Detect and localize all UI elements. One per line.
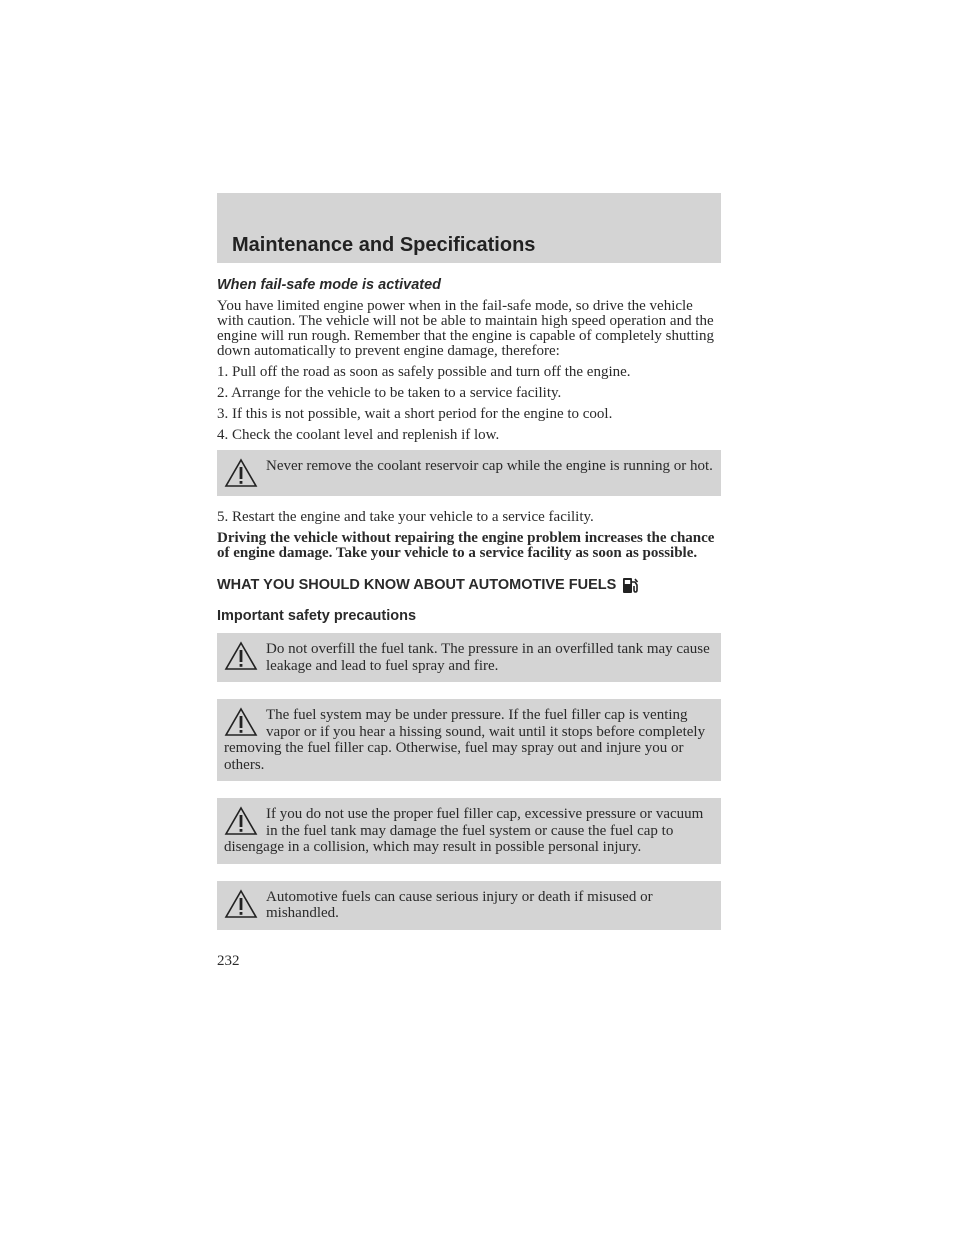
warning-box-filler-cap [217,798,721,864]
step-5: 5. Restart the engine and take your vehicle to a service facility. [217,509,594,525]
warning-triangle-icon [224,458,258,488]
step-4: 4. Check the coolant level and replenish if low. [217,427,500,443]
step-2: 2. Arrange for the vehicle to be taken to a service facility. [217,385,562,401]
safety-precautions-heading: Important safety precautions [217,608,417,624]
page-number: 232 [217,952,240,969]
failsafe-intro: You have limited engine power when in the fail-safe mode, so drive the vehicle with caution. The vehicle will not be able to maintain high speed operation and the engine will run rough. Remember that the engine is capable of completely shutting down automatically to prevent engine damage, therefore: [217,298,714,359]
warning-box-coolant [217,450,721,496]
page-title: Maintenance and Specifications [232,234,536,256]
fuels-section-heading [217,575,721,595]
fuel-pump-icon [621,575,641,595]
warning-text-coolant: Never remove the coolant reservoir cap while the engine is running or hot. [266,458,713,474]
warning-triangle-icon [224,707,258,737]
warning-box-overfill [217,633,721,682]
warning-text-misuse: Automotive fuels can cause serious injury or death if misused or mishandled. [266,888,653,921]
engine-damage-note: Driving the vehicle without repairing the engine problem increases the chance of engine damage. Take your vehicle to a service facility as soon as possible. [217,530,715,561]
warning-triangle-icon [224,641,258,671]
step-3: 3. If this is not possible, wait a short period for the engine to cool. [217,406,613,422]
warning-triangle-icon [224,889,258,919]
warning-box-pressure [217,699,721,781]
failsafe-heading: When fail-safe mode is activated [217,277,442,293]
warning-text-overfill: Do not overfill the fuel tank. The pressure in an overfilled tank may cause leakage and lead to fuel spray and fire. [266,641,710,674]
manual-page [217,193,721,970]
header-band [217,193,721,263]
fuels-heading-text: WHAT YOU SHOULD KNOW ABOUT AUTOMOTIVE FUELS [217,577,617,593]
step-1: 1. Pull off the road as soon as safely possible and turn off the engine. [217,364,631,380]
warning-box-misuse [217,881,721,930]
warning-triangle-icon [224,806,258,836]
warning-text-filler-cap: If you do not use the proper fuel filler cap, excessive pressure or vacuum in the fuel tank may damage the fuel system or cause the fuel cap to disengage in a collision, which may result in possible personal injury. [224,806,704,855]
warning-text-pressure: The fuel system may be under pressure. If the fuel filler cap is venting vapor or if you hear a hissing sound, wait until it stops before completely removing the fuel filler cap. Otherwise, fuel may spray out and injure you or others. [224,707,706,773]
